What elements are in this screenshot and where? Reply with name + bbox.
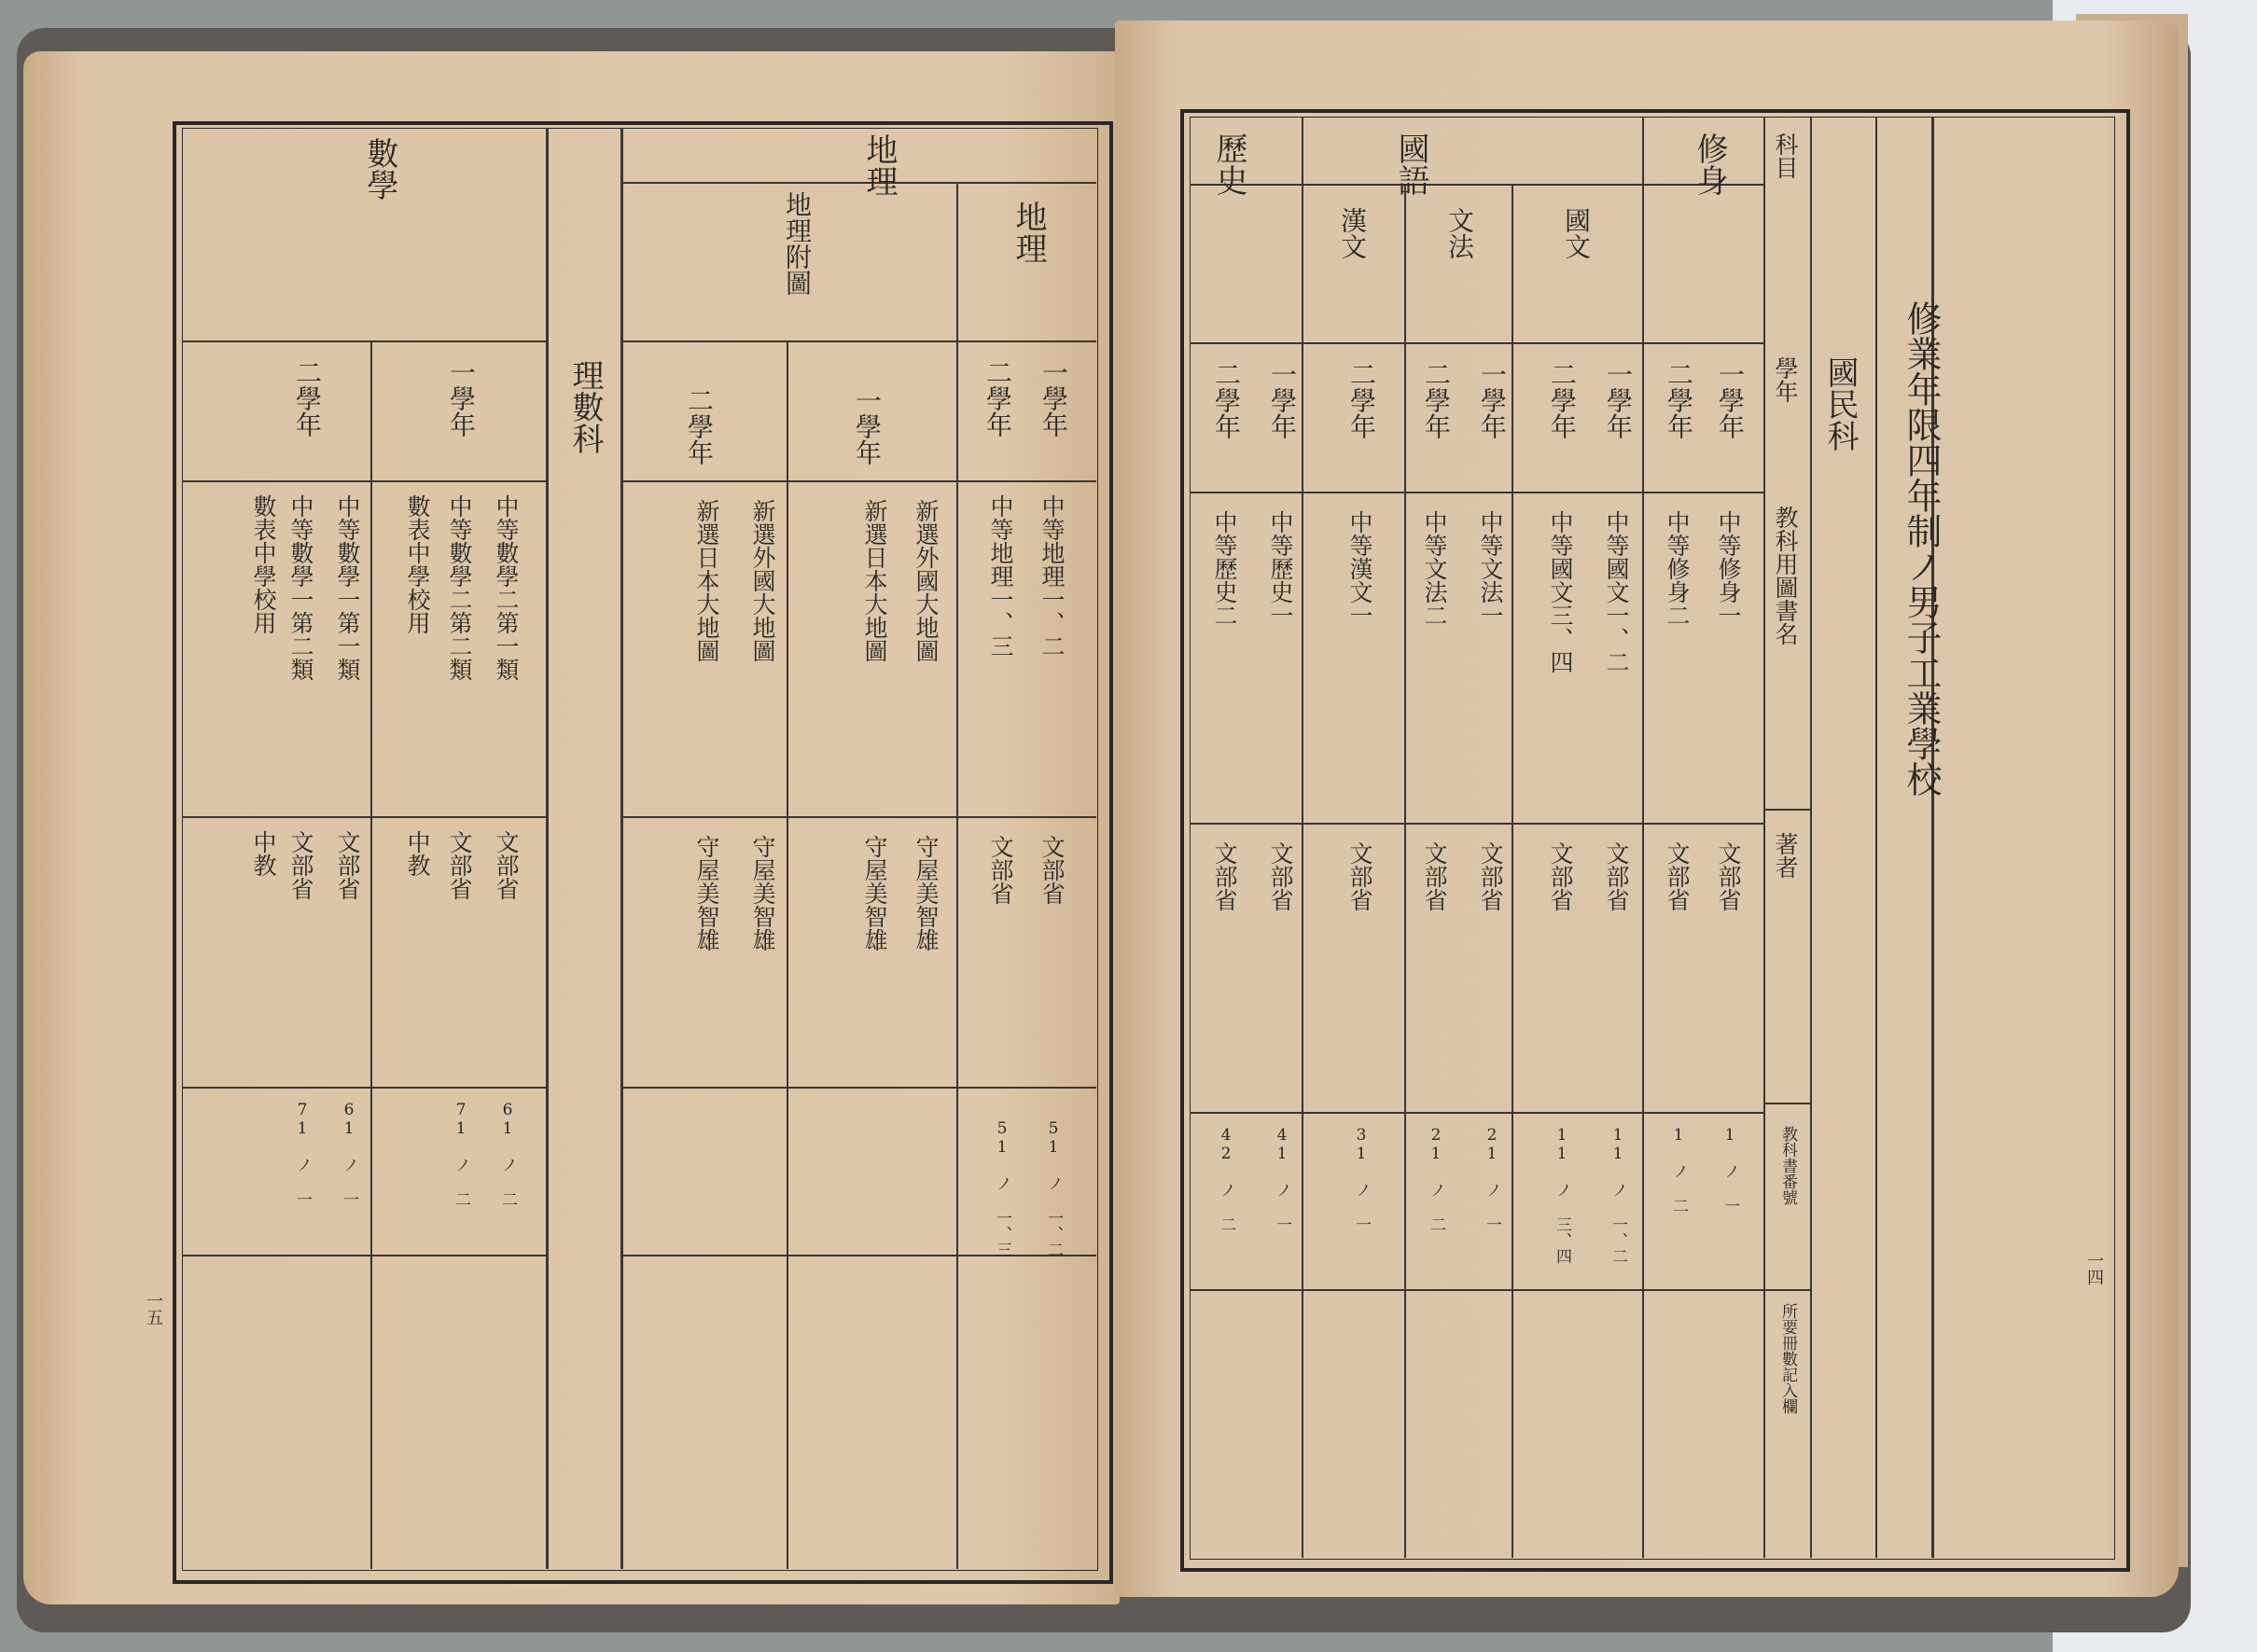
book-kanbun: 中等漢文一 bbox=[1346, 510, 1373, 627]
code-rekishi-1: 41 ノ 一 bbox=[1273, 1126, 1291, 1232]
author-math-2-3: 中教 bbox=[404, 830, 431, 877]
book-bunpo-1: 中等文法一 bbox=[1477, 510, 1504, 627]
code-kokubun-2: 11 ノ 三、四 bbox=[1553, 1126, 1571, 1264]
subject-geography: 地理 bbox=[860, 133, 898, 197]
book-geo-1: 中等地理一、二 bbox=[1038, 494, 1066, 658]
grade-kanbun-2: 二學年 bbox=[1346, 361, 1377, 439]
author-geo-2: 文部省 bbox=[987, 835, 1014, 905]
grade-bunpo-1: 一學年 bbox=[1477, 361, 1508, 439]
page-number-right: 一四 bbox=[2084, 1252, 2104, 1285]
author-math-1-2: 文部省 bbox=[287, 830, 314, 900]
code-shushin-1: 1 ノ 一 bbox=[1721, 1126, 1739, 1214]
sub-geography-atlas: 地理附圖 bbox=[782, 191, 813, 296]
author-geo-1: 文部省 bbox=[1038, 835, 1066, 905]
author-kanbun: 文部省 bbox=[1346, 841, 1373, 911]
author-math-2-2: 文部省 bbox=[446, 830, 473, 900]
book-math-1-1: 中等數學一第一類 bbox=[334, 494, 361, 681]
subject-shushin: 修身 bbox=[1691, 132, 1728, 196]
code-shushin-2: 1 ノ 二 bbox=[1669, 1126, 1688, 1214]
code-geo-1: 51 ノ 一、二 bbox=[1044, 1119, 1063, 1257]
grade-rekishi-1: 一學年 bbox=[1267, 361, 1298, 439]
label-subject: 科目 bbox=[1772, 132, 1799, 179]
sub-kokubun: 國文 bbox=[1561, 207, 1592, 259]
book-kokubun-2: 中等國文三、四 bbox=[1547, 510, 1574, 673]
sub-kanbun: 漢文 bbox=[1337, 207, 1368, 259]
page-number-left: 一五 bbox=[144, 1292, 163, 1326]
grade-math-2: 二學年 bbox=[292, 359, 323, 437]
label-author: 著者 bbox=[1772, 832, 1799, 879]
grade-geo-2: 二學年 bbox=[982, 359, 1013, 437]
book-shushin-2: 中等修身二 bbox=[1664, 510, 1691, 627]
category-kokuminka: 國民科 bbox=[1821, 356, 1859, 451]
book-geo-2: 中等地理一、三 bbox=[987, 494, 1014, 658]
grade-shushin-1: 一學年 bbox=[1715, 361, 1746, 439]
book-atlas-2-2: 新選日本大地圖 bbox=[693, 499, 720, 662]
author-rekishi-1: 文部省 bbox=[1267, 841, 1294, 911]
code-math-2-1: 61 ノ 二 bbox=[498, 1101, 517, 1207]
author-math-2-1: 文部省 bbox=[493, 830, 520, 900]
author-bunpo-1: 文部省 bbox=[1477, 841, 1504, 911]
grade-rekishi-2: 二學年 bbox=[1211, 361, 1242, 439]
subject-kokugo: 國語 bbox=[1392, 132, 1429, 196]
label-book: 教科用圖書名 bbox=[1772, 506, 1799, 646]
code-bunpo-2: 21 ノ 二 bbox=[1427, 1126, 1445, 1232]
code-kanbun: 31 ノ 一 bbox=[1352, 1126, 1371, 1232]
code-math-2-2: 71 ノ 二 bbox=[452, 1101, 470, 1207]
author-kokubun-2: 文部省 bbox=[1547, 841, 1574, 911]
grade-geo-1: 一學年 bbox=[1038, 359, 1069, 437]
book-kokubun-1: 中等國文一、二 bbox=[1603, 510, 1630, 673]
author-atlas-1-1: 守屋美智雄 bbox=[913, 835, 940, 951]
label-grade: 學年 bbox=[1772, 356, 1799, 403]
book-bunpo-2: 中等文法二 bbox=[1421, 510, 1448, 627]
grade-kokubun-1: 一學年 bbox=[1603, 361, 1634, 439]
sub-geography: 地理 bbox=[1010, 201, 1047, 264]
label-code: 教科書番號 bbox=[1778, 1126, 1797, 1205]
label-count: 所要冊數記入欄 bbox=[1778, 1303, 1797, 1414]
grade-atlas-2: 二學年 bbox=[684, 387, 715, 465]
code-math-1-2: 71 ノ 一 bbox=[293, 1101, 312, 1207]
sub-bunpo: 文法 bbox=[1444, 207, 1475, 259]
grade-kokubun-2: 二學年 bbox=[1547, 361, 1578, 439]
subject-rekishi: 歷史 bbox=[1210, 132, 1247, 196]
grade-bunpo-2: 二學年 bbox=[1421, 361, 1452, 439]
left-page bbox=[23, 51, 1120, 1604]
page-title: 修業年限四年制ノ男子工業學校 bbox=[1901, 300, 1942, 797]
author-kokubun-1: 文部省 bbox=[1603, 841, 1630, 911]
book-math-2-1: 中等數學二第一類 bbox=[493, 494, 520, 681]
grade-shushin-2: 二學年 bbox=[1664, 361, 1694, 439]
author-bunpo-2: 文部省 bbox=[1421, 841, 1448, 911]
author-math-1-3: 中教 bbox=[250, 830, 277, 877]
book-atlas-2-1: 新選外國大地圖 bbox=[749, 499, 776, 662]
subject-math-char1: 數學 bbox=[361, 137, 398, 201]
author-math-1-1: 文部省 bbox=[334, 830, 361, 900]
book-math-2-2: 中等數學二第二類 bbox=[446, 494, 473, 681]
author-rekishi-2: 文部省 bbox=[1211, 841, 1238, 911]
author-atlas-2-1: 守屋美智雄 bbox=[749, 835, 776, 951]
grade-math-1: 一學年 bbox=[446, 359, 477, 437]
code-bunpo-1: 21 ノ 一 bbox=[1483, 1126, 1501, 1232]
author-atlas-2-2: 守屋美智雄 bbox=[693, 835, 720, 951]
book-shushin-1: 中等修身一 bbox=[1715, 510, 1742, 627]
grade-atlas-1: 一學年 bbox=[852, 387, 883, 465]
book-math-2-3: 數表中學校用 bbox=[404, 494, 431, 634]
book-math-1-3: 數表中學校用 bbox=[250, 494, 277, 634]
book-atlas-1-1: 新選外國大地圖 bbox=[913, 499, 940, 662]
book-rekishi-2: 中等歷史二 bbox=[1211, 510, 1238, 627]
author-atlas-1-2: 守屋美智雄 bbox=[861, 835, 888, 951]
book-atlas-1-2: 新選日本大地圖 bbox=[861, 499, 888, 662]
right-page bbox=[1115, 21, 2179, 1597]
author-shushin-1: 文部省 bbox=[1715, 841, 1742, 911]
code-math-1-1: 61 ノ 一 bbox=[340, 1101, 358, 1207]
code-kokubun-1: 11 ノ 一、二 bbox=[1609, 1126, 1627, 1264]
code-rekishi-2: 42 ノ 二 bbox=[1217, 1126, 1235, 1232]
author-shushin-2: 文部省 bbox=[1664, 841, 1691, 911]
code-geo-2: 51 ノ 一、三 bbox=[993, 1119, 1011, 1257]
book-math-1-2: 中等數學一第二類 bbox=[287, 494, 314, 681]
book-rekishi-1: 中等歷史一 bbox=[1267, 510, 1294, 627]
category-risuka: 理數科 bbox=[566, 359, 604, 454]
